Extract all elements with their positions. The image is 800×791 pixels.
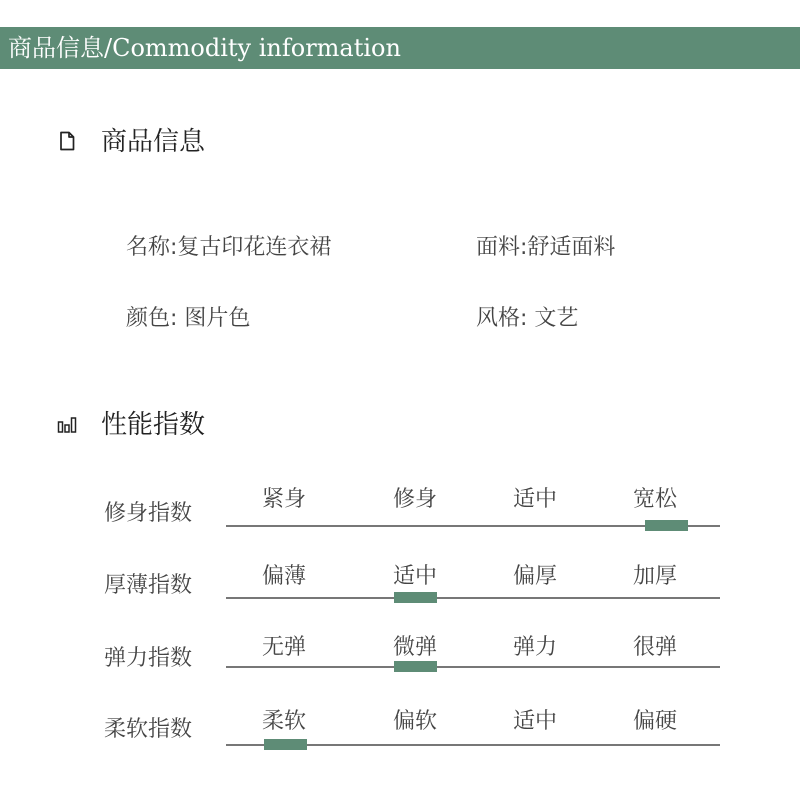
metric-label: 修身指数 [104, 501, 193, 526]
metric-option: 加厚 [633, 564, 678, 589]
metric-option: 偏硬 [633, 709, 678, 734]
info-style: 风格: 文艺 [476, 306, 579, 331]
section-title: 性能指数 [101, 410, 206, 440]
bar-chart-icon [57, 414, 77, 434]
metric-option: 偏软 [393, 709, 438, 734]
metric-option: 很弹 [633, 635, 678, 660]
banner-title: 商品信息/Commodity information [8, 34, 401, 62]
metric-option: 适中 [513, 487, 558, 512]
info-name: 名称:复古印花连衣裙 [126, 235, 332, 260]
metric-option: 无弹 [262, 635, 307, 660]
metric-option: 紧身 [262, 487, 307, 512]
metric-option: 修身 [393, 487, 438, 512]
metric-option: 弹力 [513, 635, 558, 660]
metric-row-softness [0, 706, 800, 766]
metric-option: 偏薄 [262, 564, 307, 589]
metric-option: 柔软 [262, 709, 307, 734]
metric-label: 柔软指数 [104, 717, 193, 742]
scale-line [226, 666, 720, 668]
metric-option: 偏厚 [513, 564, 558, 589]
scale-line [226, 597, 720, 599]
metric-row-thickness [0, 561, 800, 621]
metric-label: 厚薄指数 [104, 573, 193, 598]
selected-marker [394, 661, 437, 672]
metric-option: 适中 [393, 564, 438, 589]
selected-marker [645, 520, 688, 531]
selected-marker [264, 739, 307, 750]
document-icon [57, 131, 77, 151]
metric-label: 弹力指数 [104, 646, 193, 671]
metric-option: 宽松 [633, 487, 678, 512]
selected-marker [394, 592, 437, 603]
section-title: 商品信息 [101, 127, 206, 157]
info-fabric: 面料:舒适面料 [476, 235, 616, 260]
metric-option: 适中 [513, 709, 558, 734]
metric-row-elasticity [0, 632, 800, 692]
metric-option: 微弹 [393, 635, 438, 660]
header-banner [0, 27, 800, 69]
info-color: 颜色: 图片色 [126, 306, 251, 331]
metric-row-fit [0, 484, 800, 544]
